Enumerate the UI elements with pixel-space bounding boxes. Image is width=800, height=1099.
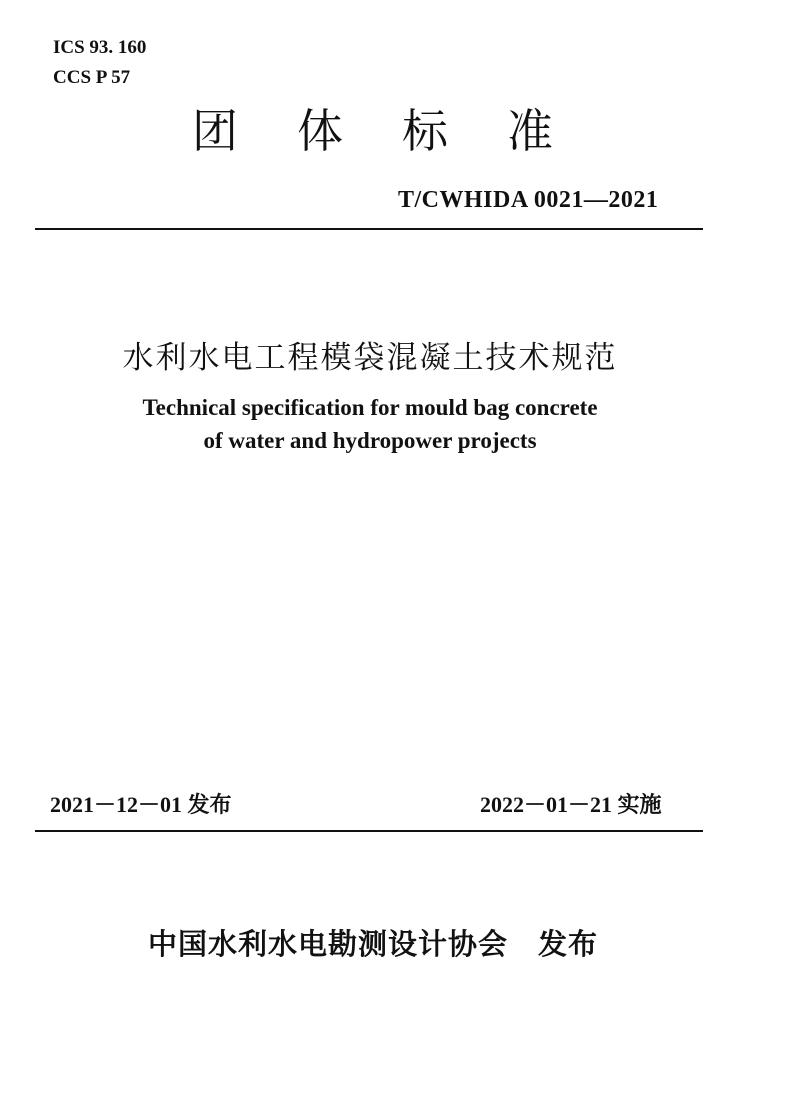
bottom-divider	[35, 830, 703, 832]
publisher: 中国水利水电勘测设计协会 发布	[148, 929, 599, 961]
type-title-char: 标	[402, 104, 448, 158]
issue-date: 2021－12－01 发布	[50, 792, 232, 817]
type-title-char: 团	[192, 104, 238, 158]
title-chinese: 水利水电工程模袋混凝土技术规范	[122, 340, 618, 376]
type-title-char: 体	[297, 104, 343, 158]
standard-type-title	[190, 95, 555, 161]
implementation-date: 2022－01－21 实施	[480, 792, 662, 817]
standard-number: T/CWHIDA 0021—2021	[398, 187, 659, 213]
title-english-line1: Technical specification for mould bag concrete	[142, 395, 598, 420]
ics-code: ICS 93. 160	[53, 37, 147, 58]
type-title-char: 准	[507, 104, 553, 158]
top-divider	[35, 228, 703, 230]
ccs-code: CCS P 57	[53, 67, 131, 88]
title-english-line2: of water and hydropower projects	[203, 428, 537, 453]
